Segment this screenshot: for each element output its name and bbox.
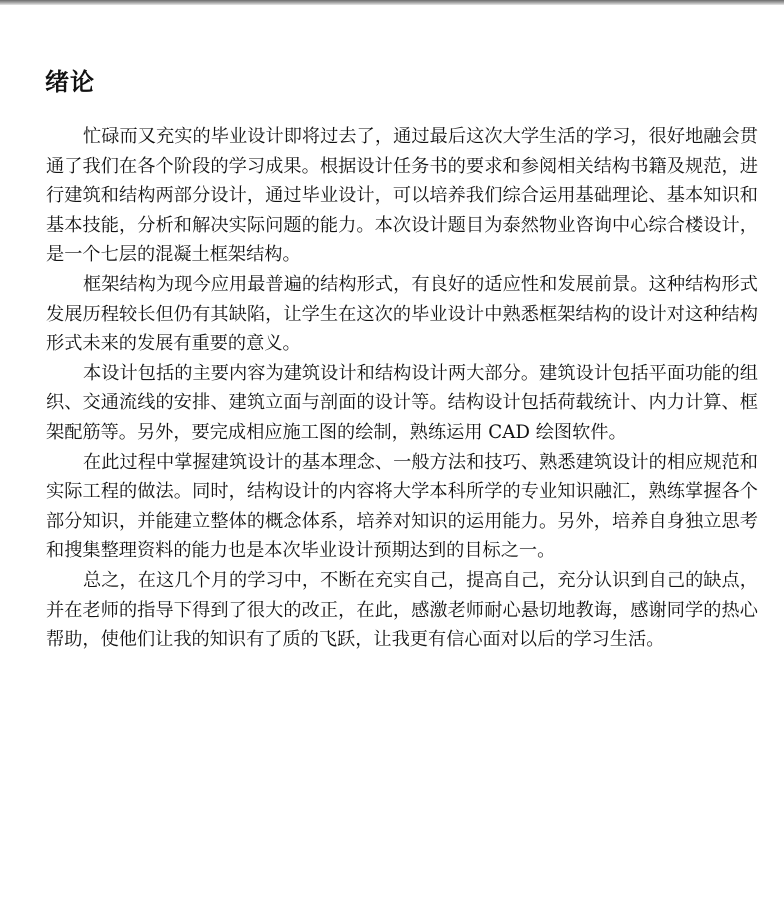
paragraph [46, 359, 758, 448]
document-body [46, 122, 758, 655]
paragraph-line: 部分知识，并能建立整体的概念体系，培养对知识的运用能力。另外，培养自身独立思考 [46, 510, 758, 532]
paragraph [46, 566, 758, 655]
paragraph-line: 在此过程中掌握建筑设计的基本理念、一般方法和技巧、熟悉建筑设计的相应规范和 [83, 451, 758, 473]
paragraph-line: 本设计包括的主要内容为建筑设计和结构设计两大部分。建筑设计包括平面功能的组 [83, 362, 758, 384]
paragraph-line: 通了我们在各个阶段的学习成果。根据设计任务书的要求和参阅相关结构书籍及规范，进 [46, 155, 758, 177]
window-top-border [0, 0, 784, 5]
paragraph [46, 448, 758, 566]
paragraph [46, 122, 758, 270]
paragraph-line: 帮助，使他们让我的知识有了质的飞跃，让我更有信心面对以后的学习生活。 [46, 629, 665, 651]
page-title: 绪论 [45, 68, 95, 96]
paragraph-line: 并在老师的指导下得到了很大的改正，在此，感激老师耐心悬切地教诲，感谢同学的热心 [46, 599, 758, 621]
paragraph-line: 框架结构为现今应用最普遍的结构形式，有良好的适应性和发展前景。这种结构形式 [83, 273, 758, 295]
paragraph-line: 架配筋等。另外，要完成相应施工图的绘制，熟练运用 CAD 绘图软件。 [46, 421, 627, 443]
paragraph-line: 织、交通流线的安排、建筑立面与剖面的设计等。结构设计包括荷载统计、内力计算、框 [46, 392, 758, 414]
paragraph-line: 忙碌而又充实的毕业设计即将过去了，通过最后这次大学生活的学习，很好地融会贯 [83, 126, 758, 147]
paragraph-line: 发展历程较长但仍有其缺陷，让学生在这次的毕业设计中熟悉框架结构的设计对这种结构 [46, 303, 758, 325]
paragraph-line: 是一个七层的混凝土框架结构。 [46, 244, 301, 266]
paragraph-line: 基本技能，分析和解决实际问题的能力。本次设计题目为泰然物业咨询中心综合楼设计， [46, 214, 758, 236]
paragraph-line: 实际工程的做法。同时，结构设计的内容将大学本科所学的专业知识融汇，熟练掌握各个 [46, 481, 758, 503]
paragraph-line: 和搜集整理资料的能力也是本次毕业设计预期达到的目标之一。 [46, 540, 556, 562]
paragraph-line: 总之，在这几个月的学习中，不断在充实自己，提高自己，充分认识到自己的缺点， [83, 569, 758, 591]
paragraph-line: 行建筑和结构两部分设计，通过毕业设计，可以培养我们综合运用基础理论、基本知识和 [46, 185, 758, 207]
paragraph-line: 形式未来的发展有重要的意义。 [46, 333, 301, 355]
paragraph [46, 270, 758, 359]
